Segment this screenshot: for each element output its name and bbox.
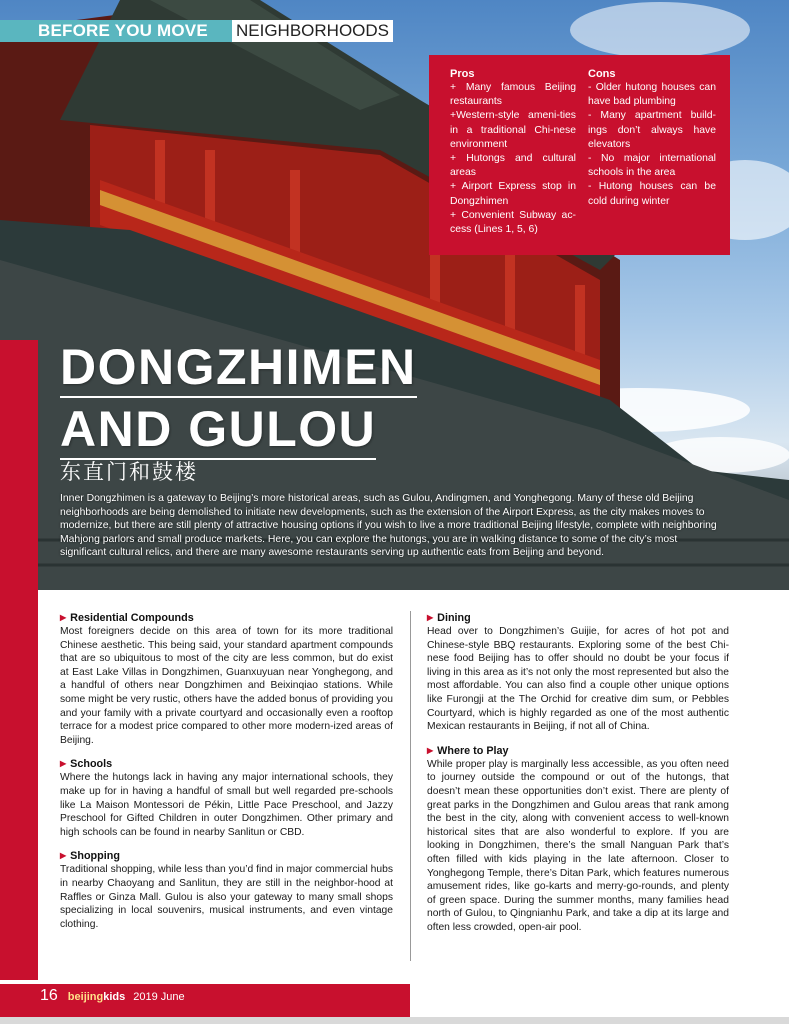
triangle-bullet-icon: ▶: [60, 613, 67, 622]
pros-item: +Western-style ameni-ties in a traditional Chi-nese environment: [450, 110, 576, 150]
pros-item: + Many famous Beijing restaurants: [450, 82, 576, 108]
section-label: BEFORE YOU MOVE: [0, 20, 232, 42]
intro-paragraph: Inner Dongzhimen is a gateway to Beijing’s more historical areas, such as Gulou, Andingmen, and Yonghegong. Many of these old Beijing neighborhoods are being demolished to initiate new developments, such as the extension of the Airport Express, as the city makes moves to modernize, but there are still plenty of attractive housing options if you wish to live a more traditional Beijing lifestyle, complete with neighboring Mahjong parlors and small produce markets. Here, you can explore the hutongs, you are in walking distance to some of the city’s most significant cultural relics, and there are many awesome restaurants serving up authentic eats from Beijing and beyond.: [60, 493, 717, 559]
pros-item: + Hutongs and cultural areas: [450, 153, 576, 179]
page-footer: [40, 986, 185, 1006]
section-heading: [60, 757, 393, 771]
section-heading-text: Shopping: [70, 850, 120, 863]
title-line-1: DONGZHIMEN: [60, 340, 417, 398]
cons-item: - Hutong houses can be cold during winter: [588, 181, 716, 207]
section-heading: [427, 611, 729, 625]
triangle-bullet-icon: ▶: [60, 759, 67, 769]
section-heading-text: Dining: [437, 612, 471, 624]
pros-item: + Airport Express stop in Dongzhimen: [450, 181, 576, 207]
pros-cons-box: [429, 55, 730, 255]
section-shopping: [60, 849, 393, 931]
brand-name-part2: kids: [103, 991, 126, 1003]
cons-item: - Many apartment build-ings don’t always have elevators: [588, 110, 716, 150]
section-heading-text: Residential Compounds: [70, 612, 194, 624]
section-play: [427, 744, 729, 935]
pros-item: + Convenient Subway ac-cess (Lines 1, 5, 6): [450, 209, 576, 236]
section-heading-text: Where to Play: [437, 744, 509, 757]
accent-bar-left: [0, 340, 38, 980]
section-body: Traditional shopping, while less than you’d find in major commercial hubs in nearby Chaoyang and Sanlitun, they are still in the neighbor-hood at Raffles or Ginza Mall. Gulou is also your gateway to many small shops specializing in local souvenirs, musical instruments, and even vintage clothing.: [60, 864, 393, 930]
cons-column: [588, 67, 716, 209]
cons-heading: Cons: [588, 68, 616, 80]
subsection-label: NEIGHBORHOODS: [232, 20, 393, 42]
section-body: Where the hutongs lack in having any major international schools, they make up for in having a handful of small but well regarded pre-schools like La Maison Montessori de Pékin, Little Pace Preschool, and Jazzy Preschool for Gifted Children in outer Dongzhimen. Other primary and high schools can be found in nearby Sanlitun or CBD.: [60, 772, 393, 838]
page-number: 16: [40, 987, 58, 1004]
section-dining: [427, 611, 729, 734]
right-column: [427, 611, 729, 944]
triangle-bullet-icon: ▶: [60, 851, 67, 861]
title-chinese: 东直门和鼓楼: [60, 461, 198, 484]
pros-column: [450, 67, 576, 237]
column-divider: [410, 611, 411, 961]
section-schools: [60, 757, 393, 839]
triangle-bullet-icon: ▶: [427, 745, 434, 755]
pros-heading: Pros: [450, 68, 475, 80]
section-heading: [60, 849, 393, 863]
section-residential: [60, 611, 393, 747]
triangle-bullet-icon: ▶: [427, 613, 434, 622]
page-bottom-strip: [0, 1017, 789, 1024]
left-column: [60, 611, 393, 941]
brand-name-part1: beijing: [67, 991, 104, 1003]
section-heading: [60, 611, 393, 625]
section-body: While proper play is marginally less accessible, as you often need to journey outside the compound or out of the hutongs, that doesn’t mean these opportunities don’t exist. There are plenty of great parks in the Dongzhimen and Gulou areas that rank among the best in the city, along with convenient access to well-known historical sites that are also wonderful to explore. If you are looking in Dongzhimen, there’s the small Nanguan Park that’s often filled with kids playing in the late afternoon. Closer to Yonghegong Temple, there’s Ditan Park, which features numerous amusement rides, like go-karts and merry-go-rounds, and plenty of green space. During the summer months, many families head north of Gulou, to Qingnianhu Park, and take a dip at its large and often less crowded, open-air pool.: [427, 758, 729, 933]
section-heading: [427, 744, 729, 758]
section-body: Head over to Dongzhimen’s Guijie, for acres of hot pot and Chinese-style BBQ restaurants. Exploring some of the best Chi-nese food Beijing has to offer should no doubt be your focus if living in this area as it’s not only the most represented but also the most affordable. You can also find a couple other unique options like Furongji at the The Orchid for creative dim sum, or Pebbles Courtyard, which is highly regarded as one of the most authentic Mexican restaurants in Beijing, if not all of China.: [427, 626, 729, 733]
cons-item: - Older hutong houses can have bad plumbing: [588, 82, 716, 108]
article-title: [60, 340, 417, 464]
section-body: Most foreigners decide on this area of town for its more traditional Chinese aesthetic. This being said, your standard apartment compounds that are so ubiquitous to most of the city are less common, but do exist at East Lake Villas in Dongzhimen, Guanxuyuan near Yonghegong, and a handful of others near Dongzhimen and Beixinqiao stations. While some might be very rustic, others have the added bonus of providing you and your family with a private courtyard and occasionally even a rooftop terrace for a modest price compared to other more modern-ized areas of Beijing.: [60, 626, 393, 746]
cons-item: - No major international schools in the area: [588, 153, 716, 179]
title-line-2: AND GULOU: [60, 402, 376, 460]
issue-date: 2019 June: [133, 991, 185, 1003]
section-heading-text: Schools: [70, 758, 113, 771]
